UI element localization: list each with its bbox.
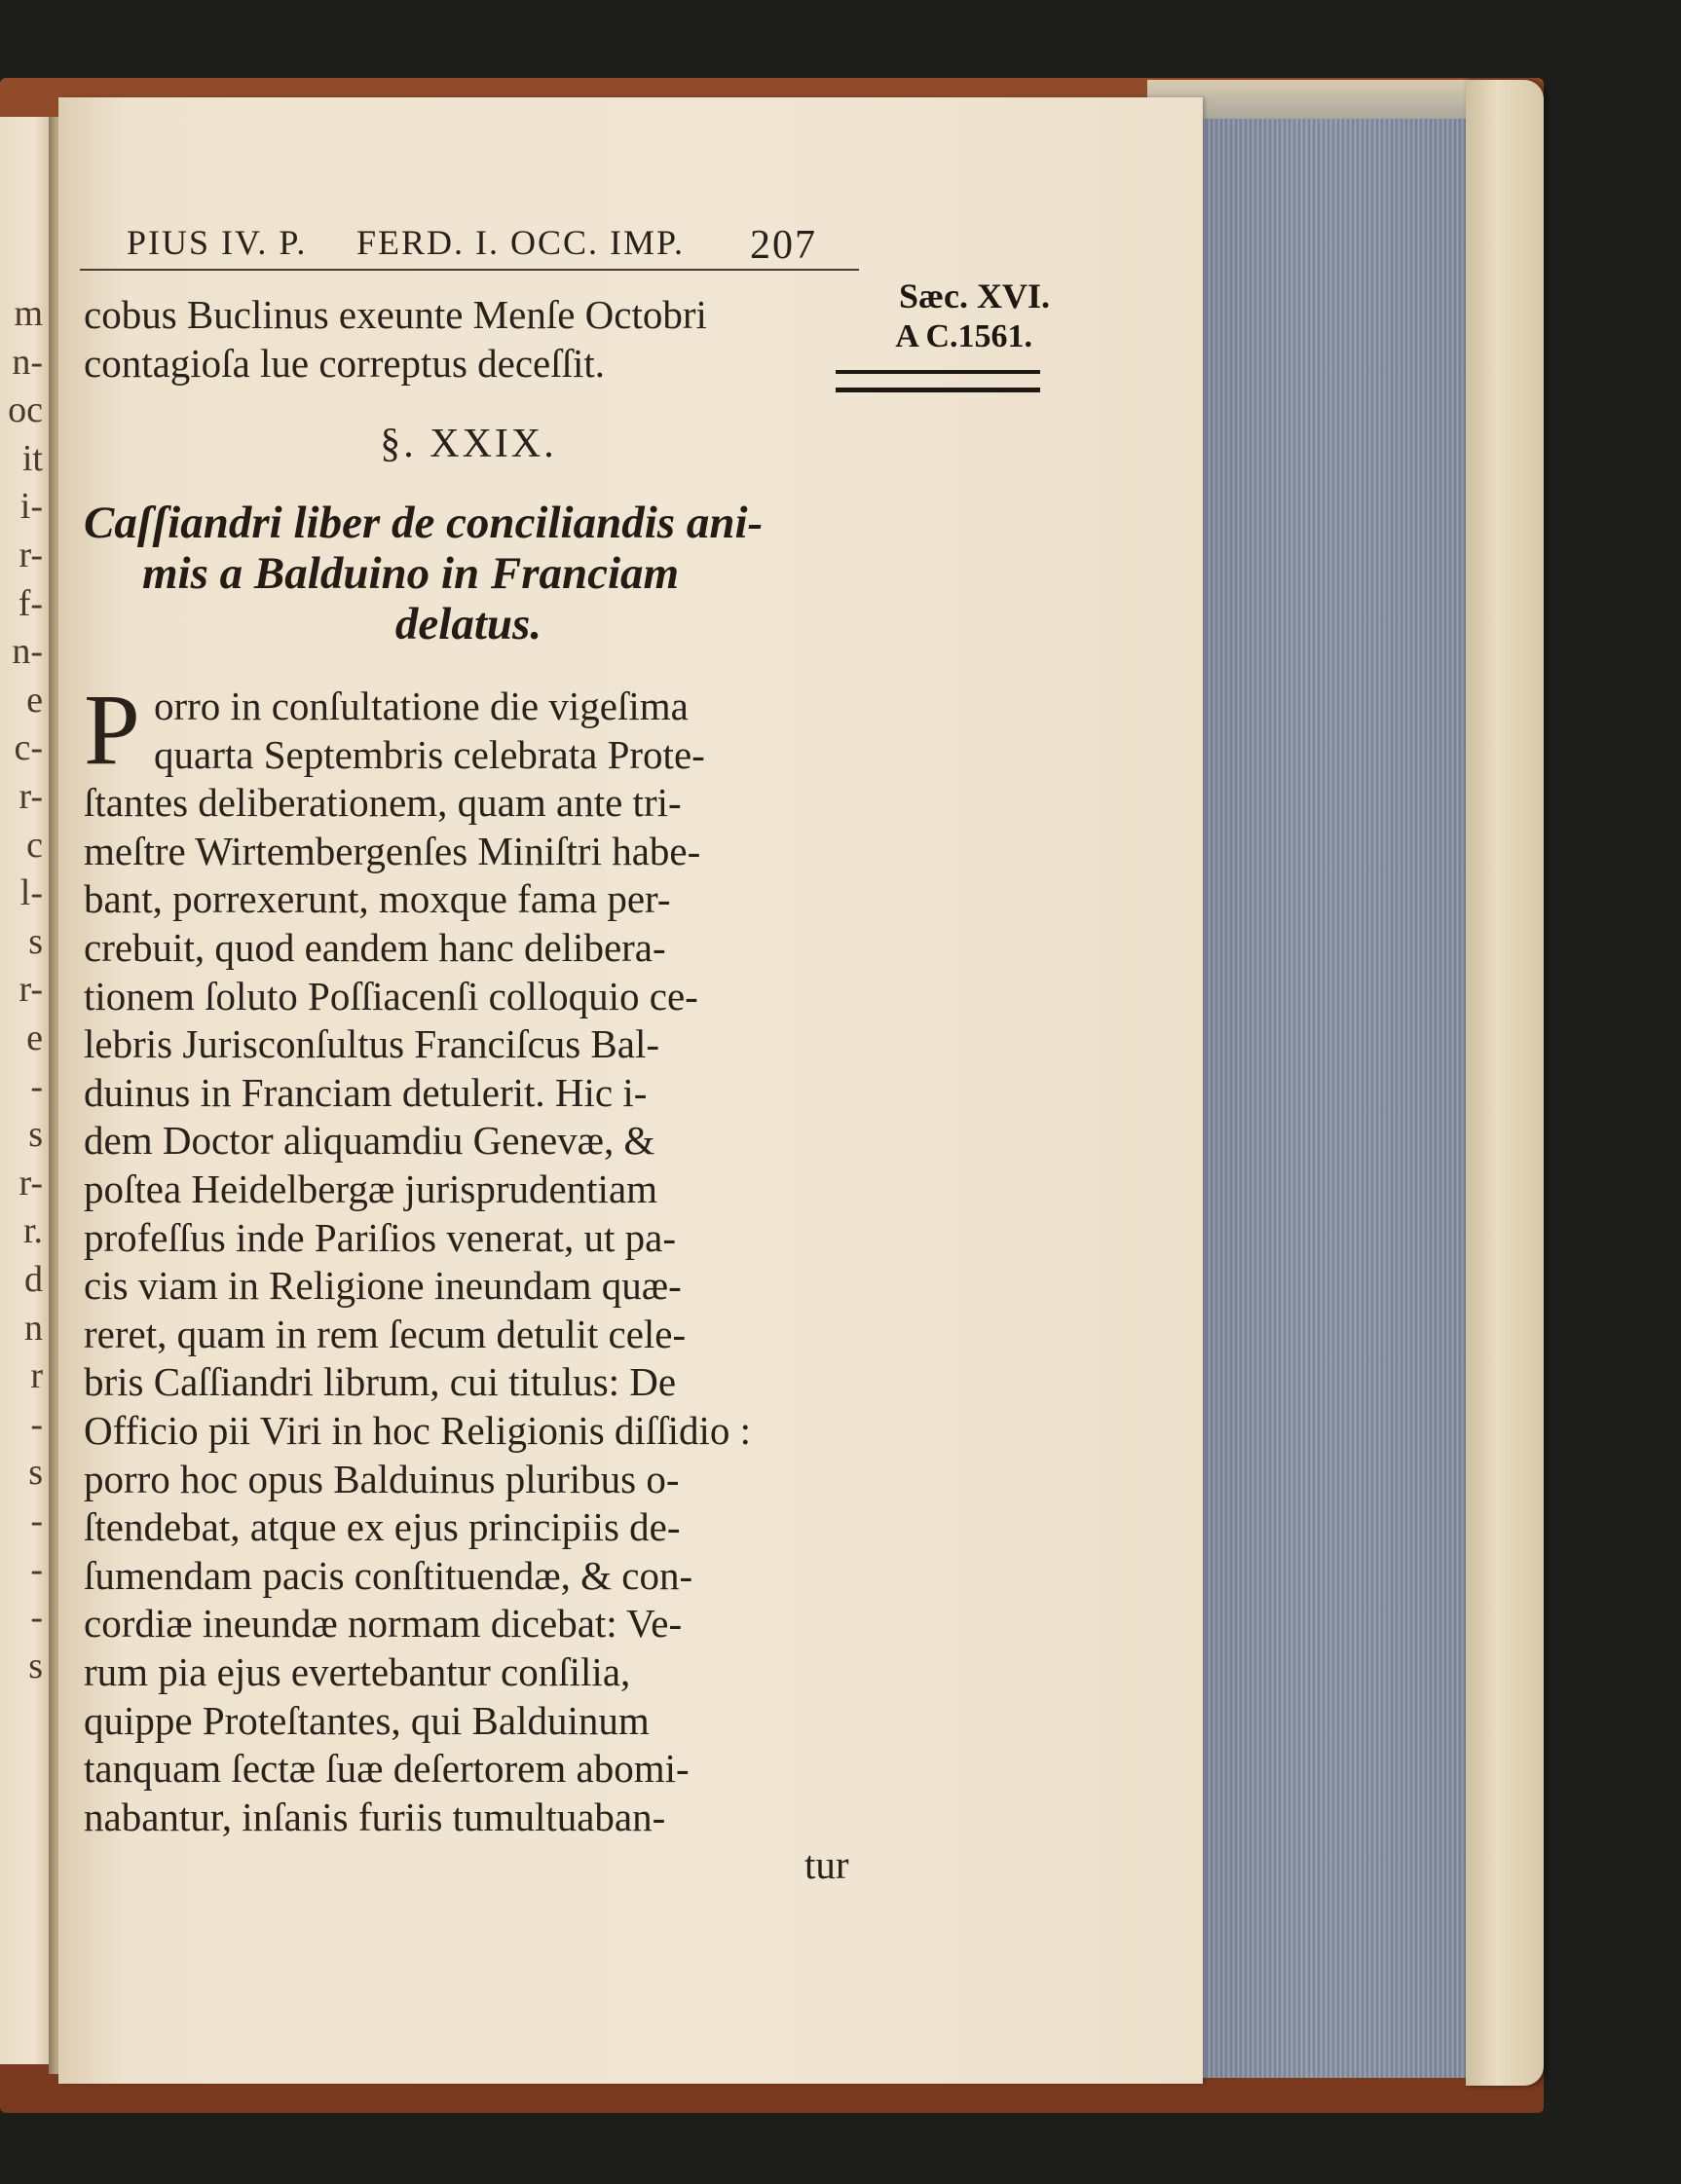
section-heading-line: delatus. <box>394 599 542 649</box>
left-page-fragment: r- <box>19 1162 43 1203</box>
left-page-fragment: r <box>30 1355 43 1397</box>
margin-note-century: Sæc. XVI. <box>898 277 1050 315</box>
body-line: tanquam ſectæ ſuæ deſertorem abomi- <box>84 1746 690 1792</box>
left-page-fragment: i- <box>19 486 43 528</box>
section-number: §. XXIX. <box>380 422 557 466</box>
book-cover-front-edge <box>1466 80 1544 2086</box>
body-line: porro hoc opus Balduinus pluribus o- <box>84 1456 680 1501</box>
body-line: profeſſus inde Pariſios venerat, ut pa- <box>84 1214 676 1260</box>
section-heading-line: Caſſiandri liber de conciliandis ani- <box>84 498 764 548</box>
head-rule <box>80 269 859 271</box>
left-page-fragment: e <box>26 679 43 721</box>
body-line: tionem ſoluto Poſſiacenſi colloquio ce- <box>84 973 698 1018</box>
left-page-fragment: n <box>24 1307 43 1349</box>
body-line: cis viam in Religione ineundam quæ- <box>84 1263 682 1309</box>
margin-note-year: A C.1561. <box>895 318 1032 354</box>
body-line: meſtre Wirtembergenſes Miniſtri habe- <box>84 828 701 873</box>
left-page-fragment: s <box>28 920 43 962</box>
section-heading-line: mis a Balduino in Franciam <box>142 548 680 599</box>
body-line: quarta Septembris celebrata Prote- <box>154 731 705 777</box>
intro-line: contagioſa lue correptus deceſſit. <box>84 341 606 386</box>
running-head-pope: PIUS IV. P. <box>127 223 308 262</box>
left-page-fragment: - <box>30 1597 43 1639</box>
body-line: orro in conſultatione die vigeſima <box>154 684 689 728</box>
left-page-fragment: - <box>30 1065 43 1107</box>
body-line: duinus in Franciam detulerit. Hic i- <box>84 1069 648 1115</box>
margin-double-rule-top <box>836 370 1040 374</box>
body-line: nabantur, inſanis furiis tumultuaban- <box>84 1794 666 1839</box>
left-page-fragment: s <box>28 1114 43 1156</box>
intro-line: cobus Buclinus exeunte Menſe Octobri <box>84 292 707 337</box>
left-page-fragment: n- <box>12 631 43 673</box>
left-page-fragment: r- <box>19 969 43 1011</box>
running-head <box>127 222 847 271</box>
left-page-fragment: e <box>26 1018 43 1058</box>
body-line: lebris Jurisconſultus Franciſcus Bal- <box>84 1021 659 1067</box>
body-line: dem Doctor aliquamdiu Genevæ, & <box>84 1118 655 1164</box>
body-line: ſtendebat, atque ex ejus principiis de- <box>84 1504 681 1550</box>
left-page-fragment: - <box>30 1403 43 1445</box>
left-page-fragment: s <box>28 1452 43 1494</box>
margin-note <box>845 275 1050 356</box>
page-number: 207 <box>750 223 817 268</box>
left-page-fragment: m <box>14 293 43 334</box>
body-line: tur <box>804 1842 849 1888</box>
body-line: bant, porrexerunt, moxque fama per- <box>84 876 671 922</box>
left-page-fragment: r- <box>19 535 43 575</box>
left-page-fragment: oc <box>8 389 43 431</box>
running-head-emperor: FERD. I. OCC. IMP. <box>356 223 686 262</box>
body-line: Officio pii Viri in hoc Religionis diſſidio : <box>84 1408 752 1453</box>
left-page-fragment: - <box>30 1500 43 1541</box>
body-line: crebuit, quod eandem hanc delibera- <box>84 925 666 970</box>
left-page-fragment: r. <box>22 1210 43 1252</box>
body-paragraph <box>84 674 853 1949</box>
left-page-fragment: f- <box>18 582 43 624</box>
body-line: rum pia ejus evertebantur conſilia, <box>84 1649 631 1694</box>
body-line: bris Caſſiandri librum, cui titulus: De <box>84 1359 677 1405</box>
left-page-fragment: s <box>28 1645 43 1686</box>
left-page-fragment: r- <box>19 776 43 817</box>
body-line: ſumendam pacis conſtituendæ, & con- <box>84 1552 693 1598</box>
body-line: quippe Proteſtantes, qui Balduinum <box>84 1697 650 1743</box>
left-page-fragment: c- <box>14 727 43 769</box>
body-line: cordiæ ineundæ normam dicebat: Ve- <box>84 1601 683 1647</box>
left-page-fragment: it <box>21 437 43 479</box>
body-line: poſtea Heidelbergæ jurisprudentiam <box>84 1166 658 1211</box>
margin-double-rule-bottom <box>836 388 1040 392</box>
body-line: ſtantes deliberationem, quam ante tri- <box>84 780 682 826</box>
left-page-fragment: - <box>30 1548 43 1590</box>
left-page-fragment: n- <box>12 341 43 383</box>
left-page-fragment: l- <box>19 872 43 914</box>
left-page-fragment: d <box>24 1259 43 1300</box>
left-page-fragment: c <box>26 824 43 866</box>
body-line: reret, quam in rem ſecum detulit cele- <box>84 1311 687 1356</box>
drop-capital: P <box>84 674 140 786</box>
